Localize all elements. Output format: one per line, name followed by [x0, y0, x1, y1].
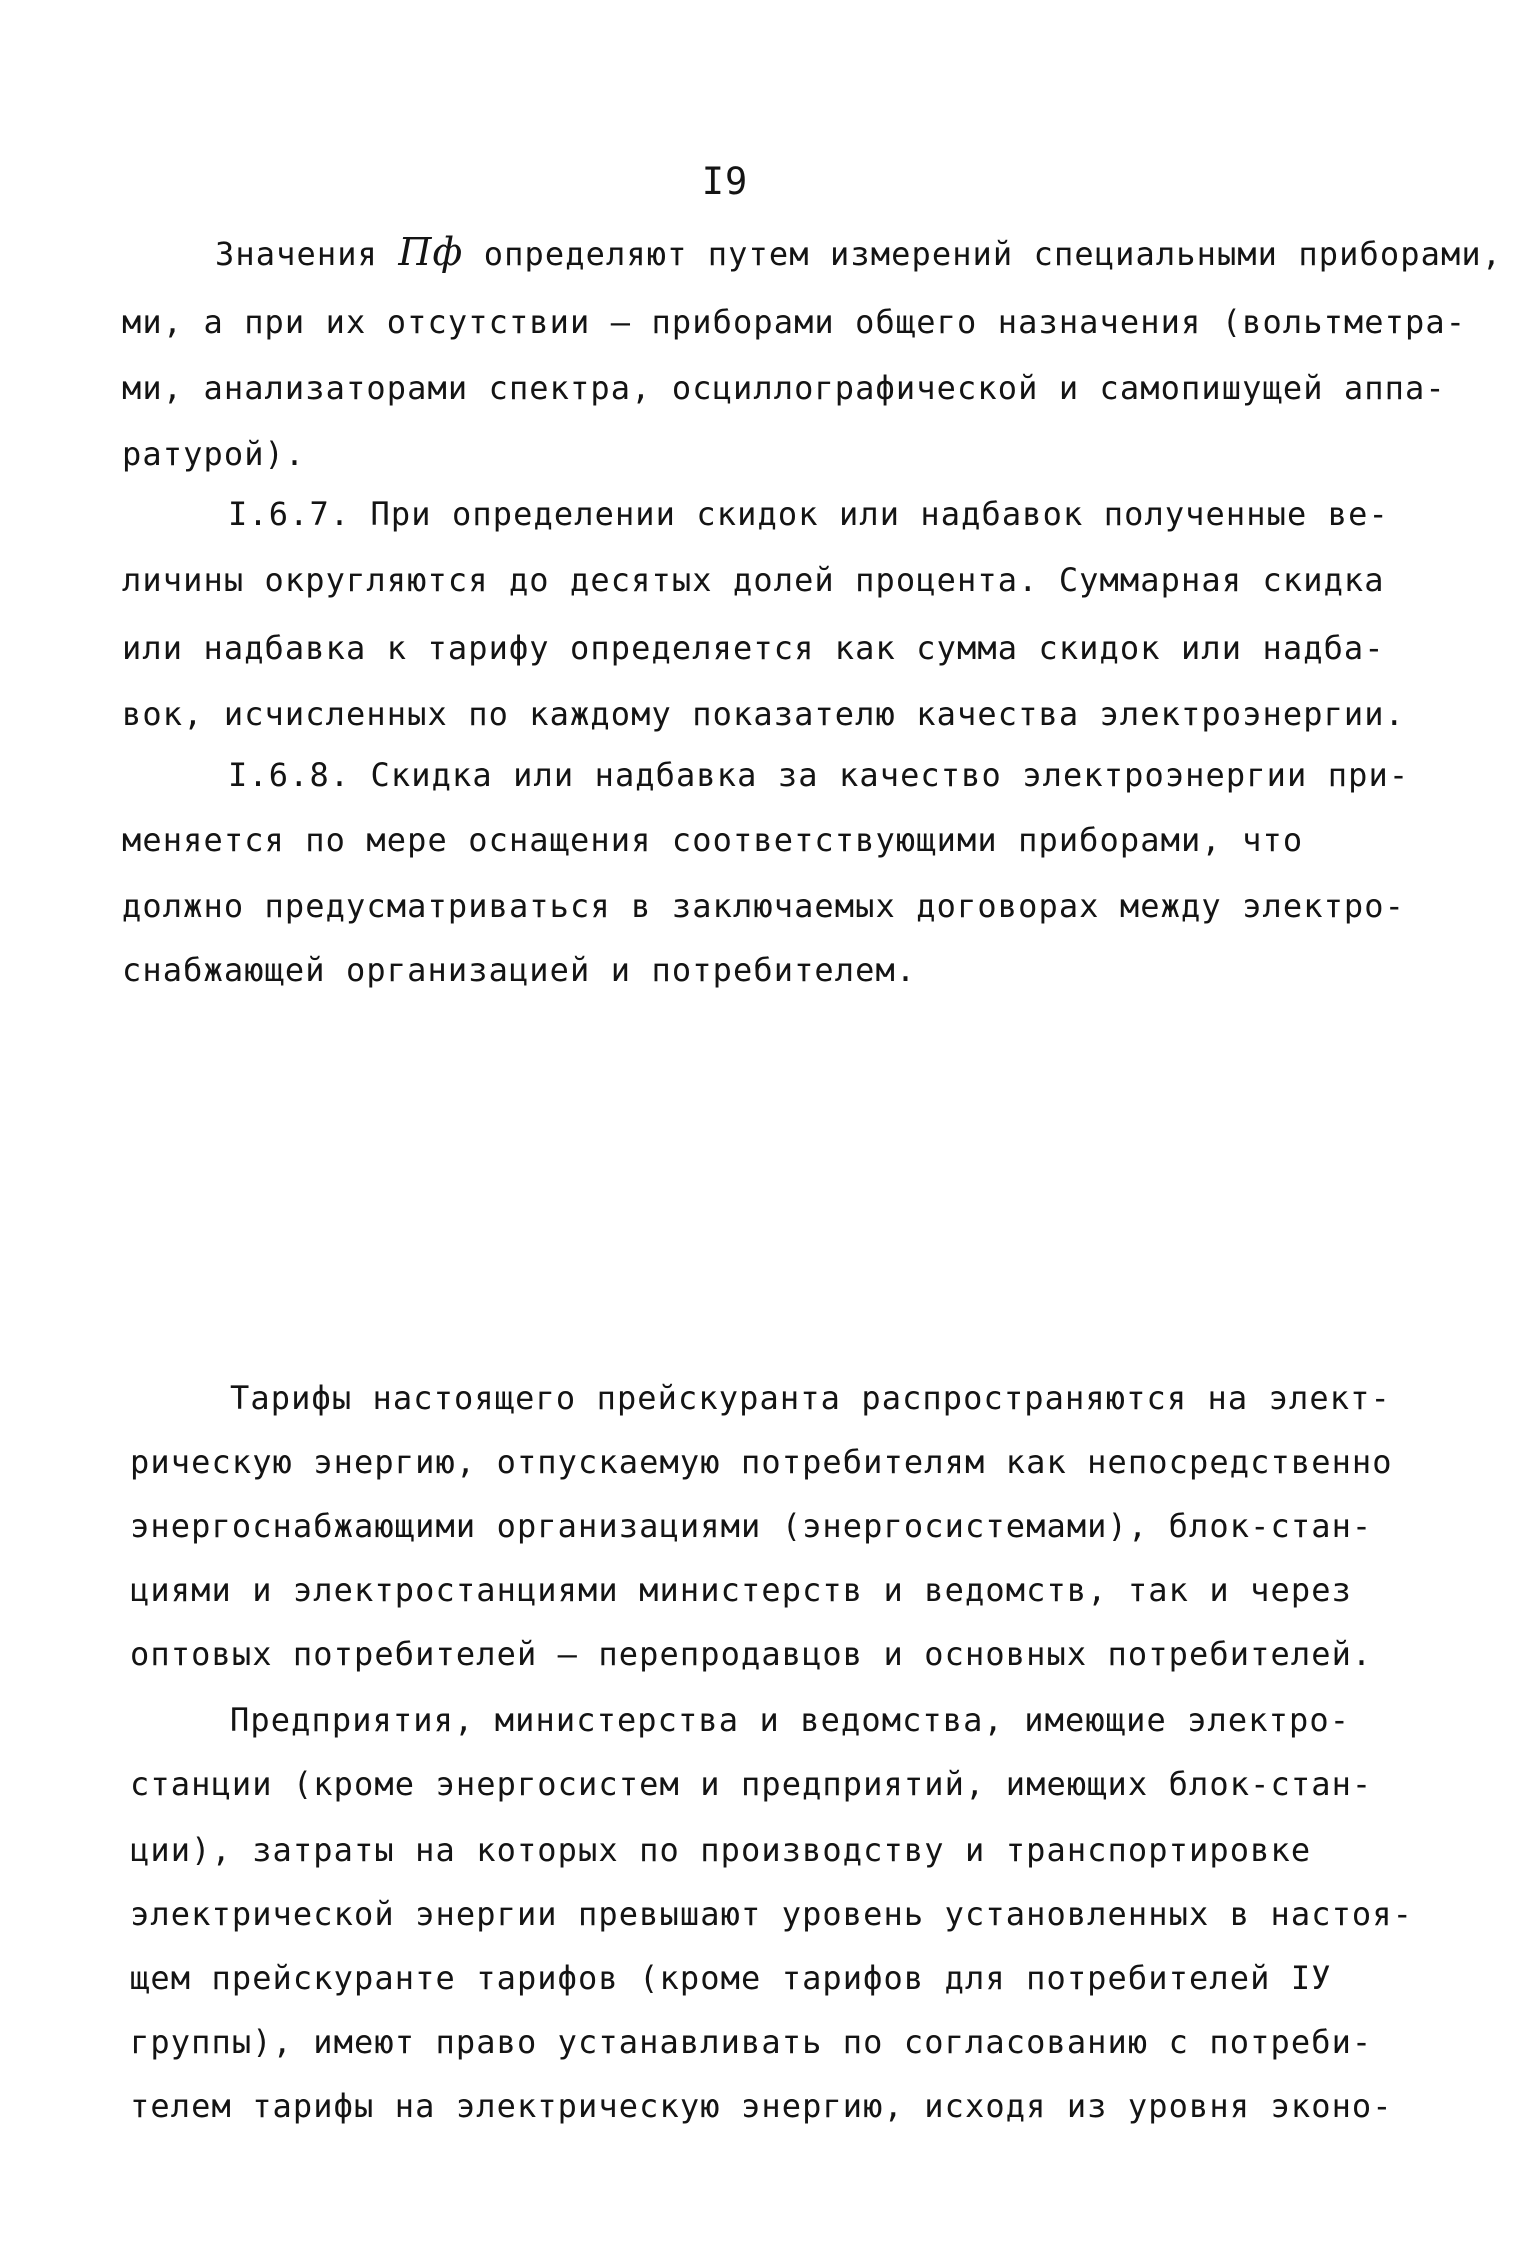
text-line: группы), имеют право устанавливать по согласованию с потреби-: [130, 2023, 1373, 2061]
text-line: I.6.8. Скидка или надбавка за качество электроэнергии при-: [228, 756, 1410, 794]
text-line: ми, а при их отсутствии – приборами общего назначения (вольтметра-: [122, 303, 1467, 341]
text-line: [215, 232, 1502, 272]
text-line: ми, анализаторами спектра, осциллографической и самопишущей аппа-: [122, 369, 1446, 407]
text-fragment: Значения: [215, 235, 378, 273]
text-line: меняется по мере оснащения соответствующими приборами, что: [122, 821, 1304, 859]
text-line: I.6.7. При определении скидок или надбавок полученные ве-: [228, 495, 1389, 533]
text-line: личины округляются до десятых долей процента. Суммарная скидка: [122, 561, 1385, 599]
text-line: телем тарифы на электрическую энергию, исходя из уровня эконо-: [130, 2087, 1393, 2125]
text-line: рическую энергию, отпускаемую потребителям как непосредственно: [130, 1443, 1393, 1481]
text-line: циями и электростанциями министерств и ведомств, так и через: [130, 1571, 1352, 1609]
subsection-heading: [0, 1264, 1536, 1304]
text-line: энергоснабжающими организациями (энергосистемами), блок-стан-: [130, 1507, 1373, 1545]
text-line: вок, исчисленных по каждому показателю качества электроэнергии.: [122, 695, 1406, 733]
text-line: щем прейскуранте тарифов (кроме тарифов для потребителей IУ: [130, 1959, 1332, 1997]
section-heading-line: [0, 1140, 1536, 1180]
text-line: станции (кроме энергосистем и предприятий, имеющих блок-стан-: [130, 1765, 1373, 1803]
text-line: снабжающей организацией и потребителем.: [122, 951, 917, 989]
section-heading-line: [0, 1078, 1536, 1118]
text-line: Предприятия, министерства и ведомства, имеющие электро-: [230, 1701, 1351, 1739]
text-line: или надбавка к тарифу определяется как сумма скидок или надба-: [122, 629, 1385, 667]
text-line: оптовых потребителей – перепродавцов и основных потребителей.: [130, 1635, 1373, 1673]
text-line: должно предусматриваться в заключаемых договорах между электро-: [122, 887, 1406, 925]
pf-symbol: Пф: [398, 230, 464, 274]
section-heading-line: [0, 1200, 1536, 1240]
text-line: ратурой).: [122, 435, 306, 473]
text-fragment: определяют путем измерений специальными приборами,: [483, 235, 1503, 273]
page-number: I9: [701, 160, 749, 203]
text-line: ции), затраты на которых по производству и транспортировке: [130, 1831, 1312, 1869]
text-line: электрической энергии превышают уровень установленных в настоя-: [130, 1895, 1414, 1933]
text-line: Тарифы настоящего прейскуранта распространяются на элект-: [230, 1379, 1391, 1417]
